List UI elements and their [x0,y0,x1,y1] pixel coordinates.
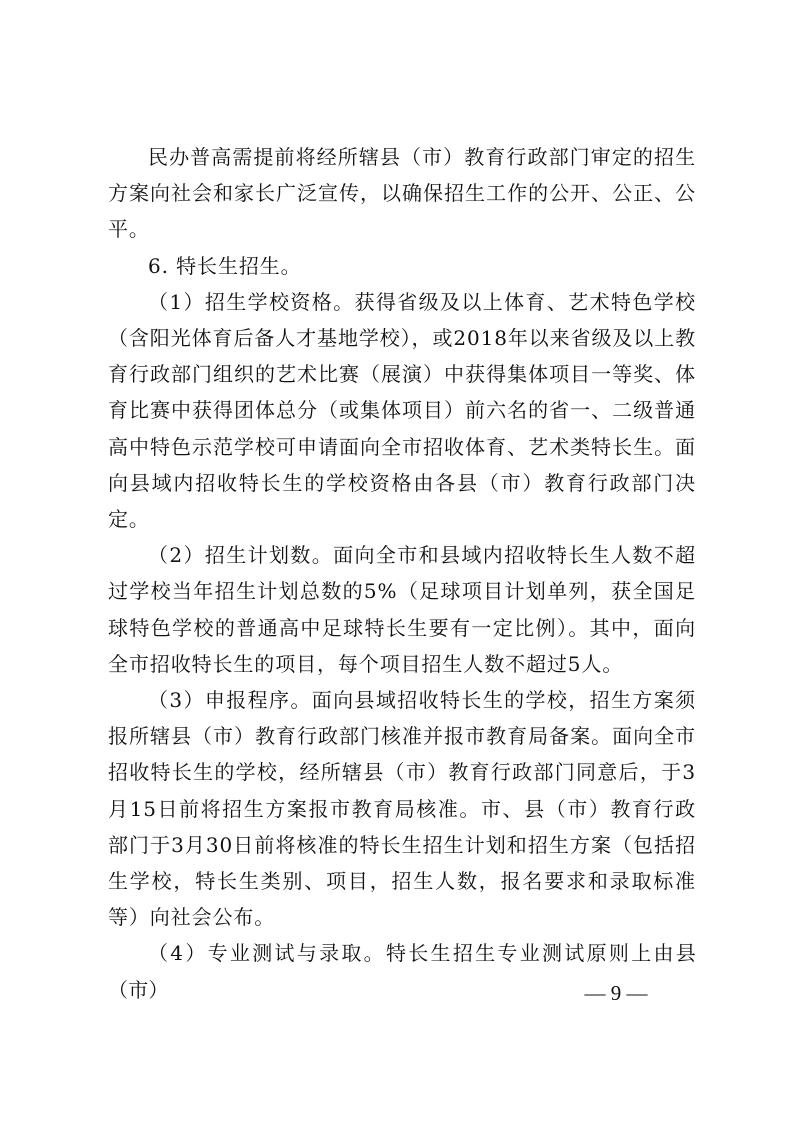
paragraph-school-qualification: （1）招生学校资格。获得省级及以上体育、艺术特色学校（含阳光体育后备人才基地学校），或2018年以来省级及以上教育行政部门组织的艺术比赛（展演）中获得集体项目一等奖、体育比赛中获得团体总分（或集体项目）前六名的省一、二级普通高中特色示范学校可申请面向全市招收体育、艺术类特长生。面向县域内招收特长生的学校资格由各县（市）教育行政部门决定。 [108,289,696,532]
body-text [108,139,696,1008]
page-number: — 9 — [584,981,648,1005]
paragraph-professional-test: （4）专业测试与录取。特长生招生专业测试原则上由县（市） [108,941,696,1002]
paragraph-private-school-publicity: 民办普高需提前将经所辖县（市）教育行政部门审定的招生方案向社会和家长广泛宣传，以确保招生工作的公开、公正、公平。 [108,145,696,242]
heading-special-talent-enrollment: 6. 特长生招生。 [148,253,302,278]
paragraph-application-procedure: （3）申报程序。面向县域招收特长生的学校，招生方案须报所辖县（市）教育行政部门核准并报市教育局备案。面向全市招收特长生的学校，经所辖县（市）教育行政部门同意后，于3月15日前将招生方案报市教育局核准。市、县（市）教育行政部门于3月30日前将核准的特长生招生计划和招生方案（包括招生学校，特长生类别、项目，招生人数，报名要求和录取标准等）向社会公布。 [108,688,696,930]
paragraph-enrollment-quota: （2）招生计划数。面向全市和县域内招收特长生人数不超过学校当年招生计划总数的5%（足球项目计划单列，获全国足球特色学校的普通高中足球特长生要有一定比例）。其中，面向全市招收特长生的项目，每个项目招生人数不超过5人。 [108,543,696,676]
